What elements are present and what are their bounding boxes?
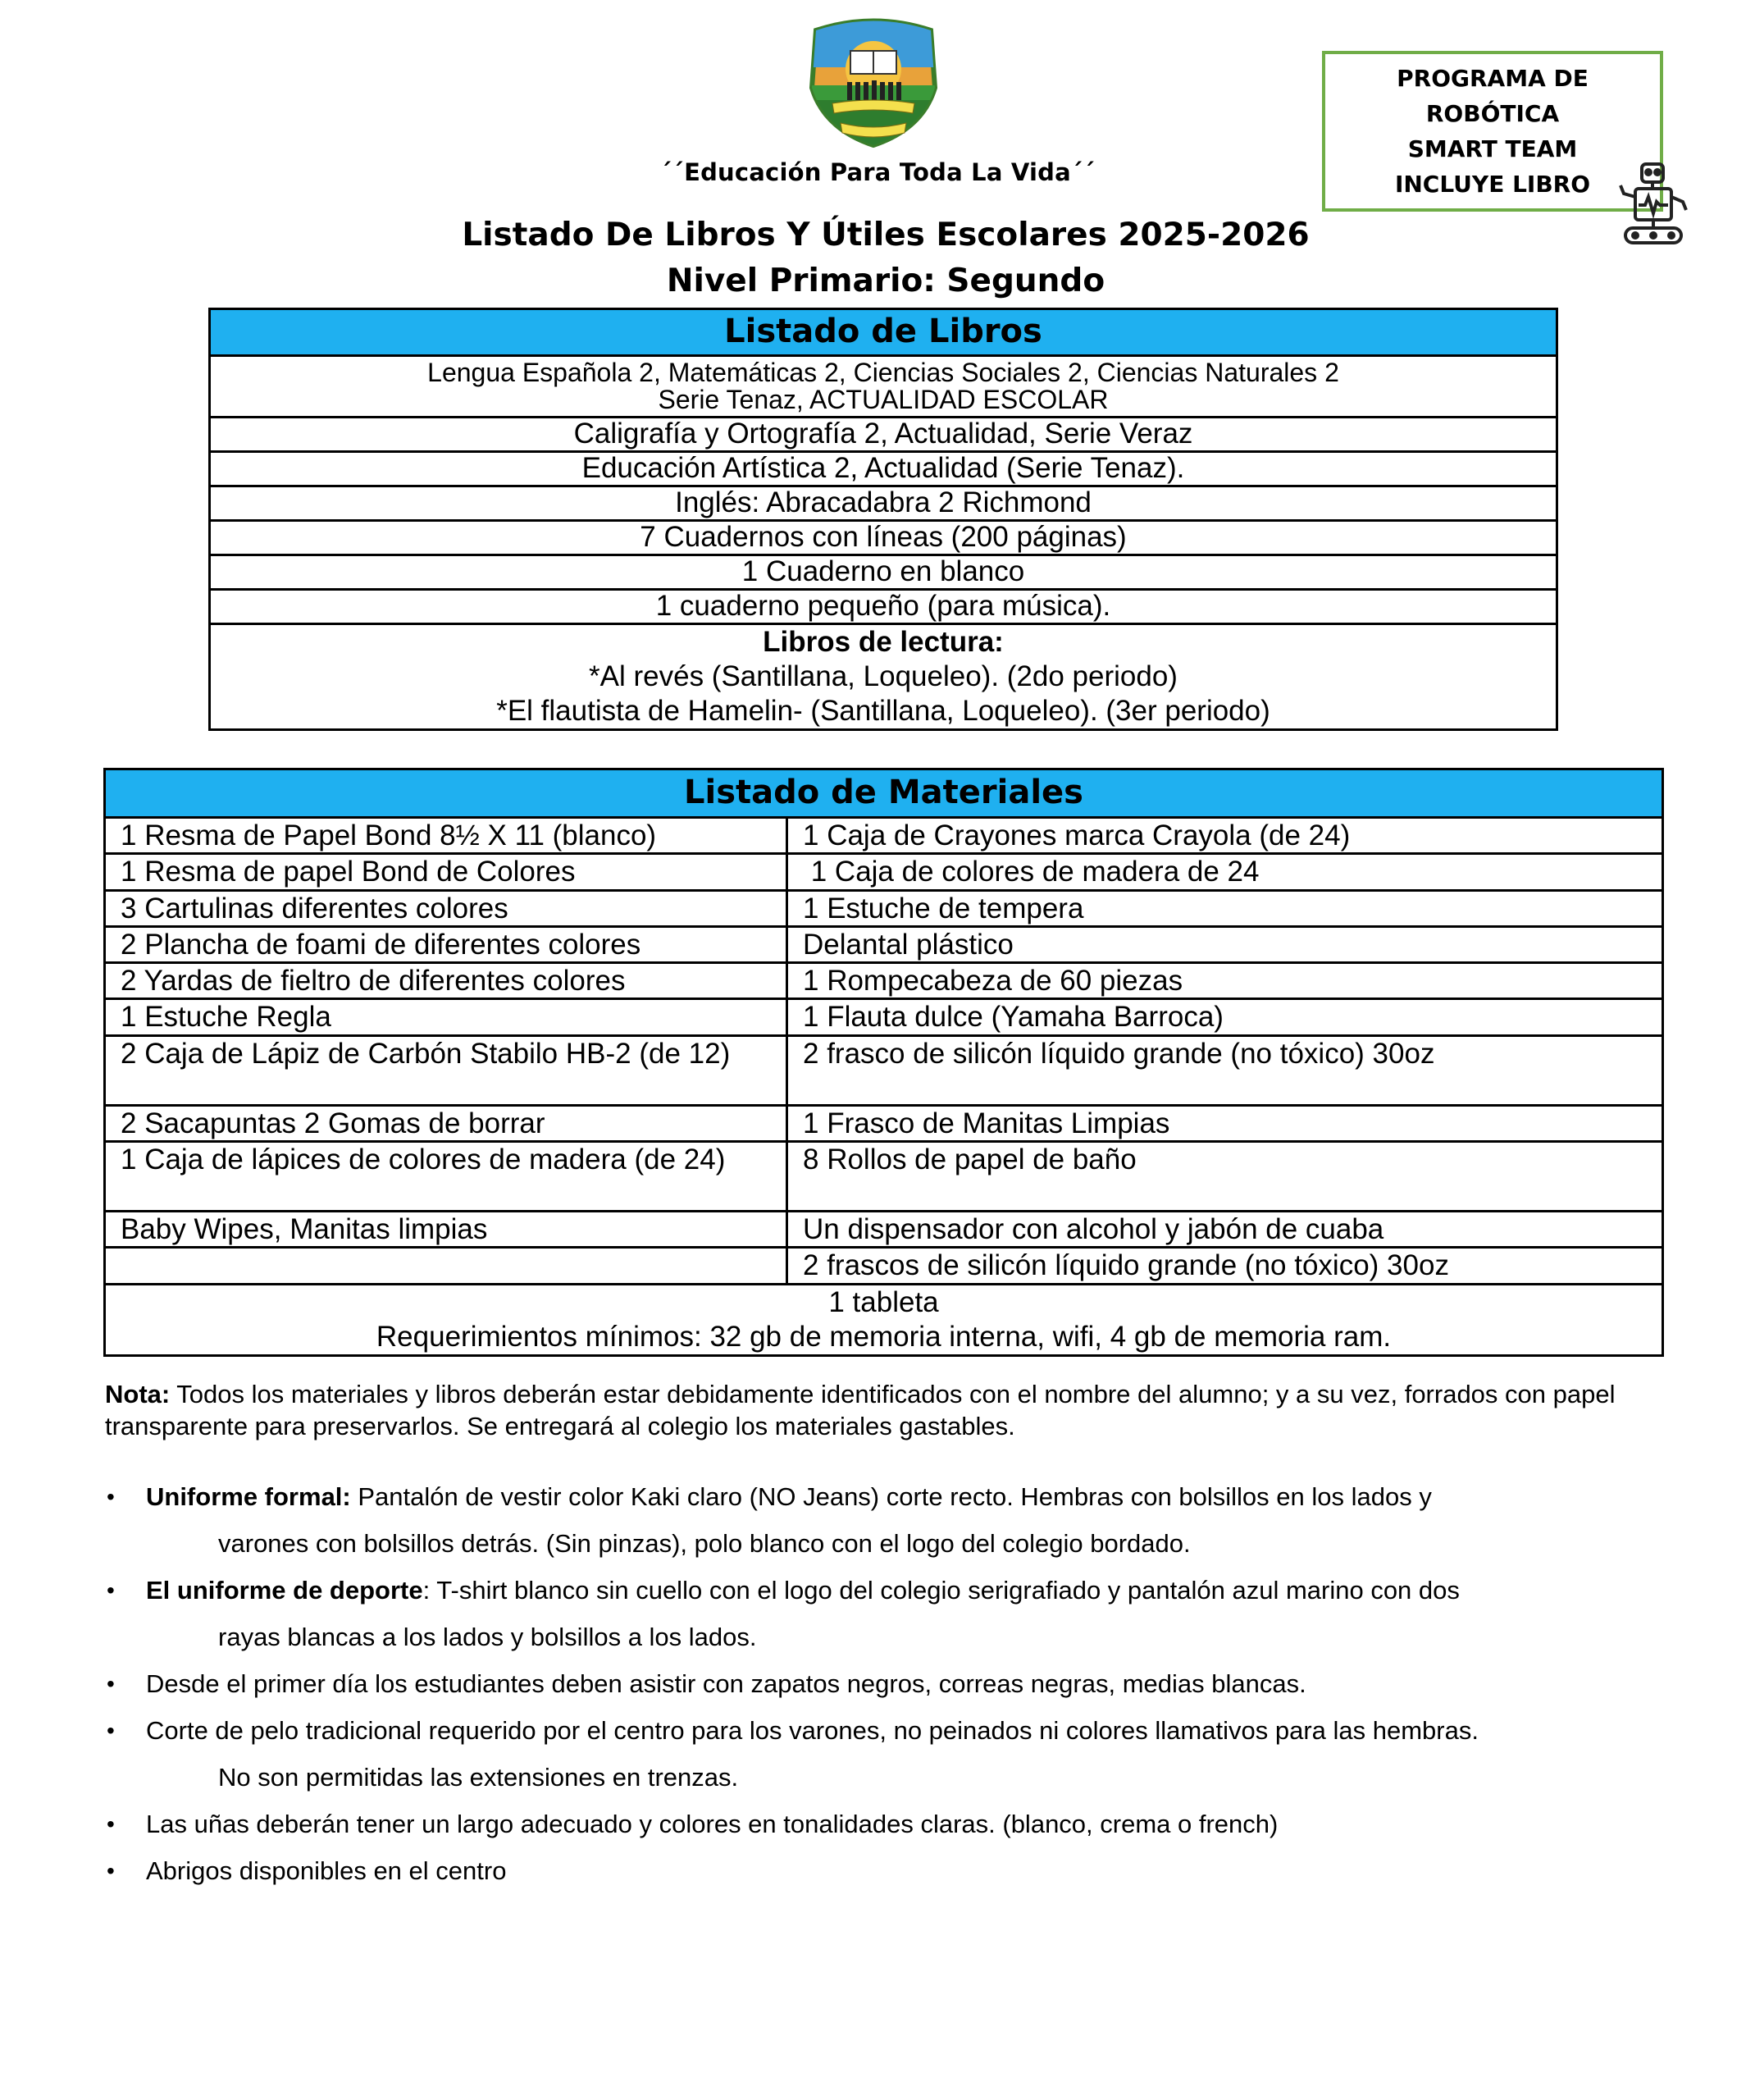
list-item	[105, 1707, 1663, 1801]
bullet: •	[107, 1718, 115, 1743]
material-cell: 2 Yardas de fieltro de diferentes colores	[105, 963, 787, 999]
reading-heading: Libros de lectura:	[763, 626, 1004, 658]
bullet: •	[107, 1671, 115, 1696]
books-table	[208, 308, 1558, 731]
bullet-text: Pantalón de vestir color Kaki claro (NO Jeans) corte recto. Hembras con bolsillos en los lados y	[350, 1482, 1432, 1511]
table-row: Caligrafía y Ortografía 2, Actualidad, Serie Veraz	[210, 418, 1557, 452]
material-cell: 1 Caja de Crayones marca Crayola (de 24)	[787, 818, 1663, 854]
robotics-program-box	[1322, 51, 1663, 212]
table-row: 7 Cuadernos con líneas (200 páginas)	[210, 521, 1557, 555]
materials-table	[103, 768, 1664, 1357]
materials-table-heading: Listado de Materiales	[105, 769, 1663, 818]
reading-item: *El flautista de Hamelin- (Santillana, Loqueleo). (3er periodo)	[496, 695, 1270, 727]
bullet-text: Desde el primer día los estudiantes deben asistir con zapatos negros, correas negras, medias blancas.	[146, 1669, 1306, 1698]
robotics-line: ROBÓTICA	[1425, 100, 1560, 127]
material-cell: 1 Caja de colores de madera de 24	[787, 854, 1663, 890]
material-cell: 1 Estuche Regla	[105, 999, 787, 1035]
material-cell: Delantal plástico	[787, 926, 1663, 962]
table-row: Inglés: Abracadabra 2 Richmond	[210, 486, 1557, 521]
material-cell: 1 Caja de lápices de colores de madera (de 24)	[105, 1142, 787, 1212]
bullet-text: Corte de pelo tradicional requerido por el centro para los varones, no peinados ni colores llamativos para las hembras.	[146, 1716, 1479, 1745]
material-cell: 2 frasco de silicón líquido grande (no tóxico) 30oz	[787, 1035, 1663, 1105]
book-line: Serie Tenaz, ACTUALIDAD ESCOLAR	[658, 385, 1109, 414]
material-cell: 2 Plancha de foami de diferentes colores	[105, 926, 787, 962]
material-cell: 1 Resma de papel Bond de Colores	[105, 854, 787, 890]
rules-list	[105, 1473, 1663, 1894]
material-cell: 2 frascos de silicón líquido grande (no tóxico) 30oz	[787, 1248, 1663, 1284]
material-cell: 2 Sacapuntas 2 Gomas de borrar	[105, 1105, 787, 1141]
bullet: •	[107, 1811, 115, 1837]
bullet-label: El uniforme de deporte	[146, 1576, 423, 1605]
material-cell: 1 Estuche de tempera	[787, 890, 1663, 926]
school-shield-logo	[800, 18, 947, 149]
robotics-line: PROGRAMA DE	[1397, 65, 1589, 92]
table-row: 1 Cuaderno en blanco	[210, 555, 1557, 590]
bullet-label: Uniforme formal:	[146, 1482, 351, 1511]
bullet-continuation: varones con bolsillos detrás. (Sin pinzas), polo blanco con el logo del colegio bordado.	[218, 1529, 1191, 1558]
material-cell: Baby Wipes, Manitas limpias	[105, 1212, 787, 1248]
material-cell	[105, 1248, 787, 1284]
list-item	[105, 1801, 1663, 1847]
school-motto: ´´Educación Para Toda La Vida´´	[659, 158, 1096, 186]
book-line: Lengua Española 2, Matemáticas 2, Ciencias Sociales 2, Ciencias Naturales 2	[427, 357, 1339, 387]
material-cell: Un dispensador con alcohol y jabón de cuaba	[787, 1212, 1663, 1248]
note-label: Nota:	[105, 1380, 171, 1408]
bullet: •	[107, 1858, 115, 1883]
material-cell: 1 Frasco de Manitas Limpias	[787, 1105, 1663, 1141]
bullet-text: : T-shirt blanco sin cuello con el logo del colegio serigrafiado y pantalón azul marino con dos	[422, 1576, 1460, 1605]
material-cell: 1 Flauta dulce (Yamaha Barroca)	[787, 999, 1663, 1035]
robot-icon	[1617, 161, 1691, 251]
note-paragraph	[105, 1378, 1663, 1442]
reading-item: *Al revés (Santillana, Loqueleo). (2do periodo)	[589, 660, 1178, 692]
tablet-requirements-row	[105, 1284, 1663, 1355]
table-row: Educación Artística 2, Actualidad (Serie Tenaz).	[210, 452, 1557, 486]
tablet-requirements: Requerimientos mínimos: 32 gb de memoria interna, wifi, 4 gb de memoria ram.	[376, 1320, 1392, 1353]
list-item	[105, 1847, 1663, 1894]
level-subtitle: Nivel Primario: Segundo	[666, 262, 1105, 299]
table-row	[210, 356, 1557, 418]
bullet: •	[107, 1577, 115, 1603]
list-item	[105, 1473, 1663, 1567]
material-cell: 3 Cartulinas diferentes colores	[105, 890, 787, 926]
bullet-text: Abrigos disponibles en el centro	[146, 1856, 507, 1885]
list-item	[105, 1567, 1663, 1660]
bullet-continuation: rayas blancas a los lados y bolsillos a los lados.	[218, 1623, 757, 1651]
bullet: •	[107, 1484, 115, 1509]
note-text: Todos los materiales y libros deberán estar debidamente identificados con el nombre del alumno; y a su vez, forrados con papel transparente para preservarlos. Se entregará al colegio los materiales gastables.	[105, 1380, 1616, 1441]
reading-books-row	[210, 624, 1557, 730]
tablet-line: 1 tableta	[828, 1285, 939, 1318]
list-item	[105, 1660, 1663, 1707]
material-cell: 2 Caja de Lápiz de Carbón Stabilo HB-2 (de 12)	[105, 1035, 787, 1105]
material-cell: 1 Resma de Papel Bond 8½ X 11 (blanco)	[105, 818, 787, 854]
material-cell: 8 Rollos de papel de baño	[787, 1142, 1663, 1212]
robotics-line: SMART TEAM	[1407, 135, 1578, 162]
table-row: 1 cuaderno pequeño (para música).	[210, 590, 1557, 624]
material-cell: 1 Rompecabeza de 60 piezas	[787, 963, 1663, 999]
robotics-line: INCLUYE LIBRO	[1394, 171, 1591, 198]
document-title: Listado De Libros Y Útiles Escolares 2025-2026	[462, 217, 1310, 253]
bullet-continuation: No son permitidas las extensiones en trenzas.	[218, 1763, 739, 1792]
books-table-heading: Listado de Libros	[210, 309, 1557, 356]
bullet-text: Las uñas deberán tener un largo adecuado y colores en tonalidades claras. (blanco, crema o french)	[146, 1810, 1279, 1838]
